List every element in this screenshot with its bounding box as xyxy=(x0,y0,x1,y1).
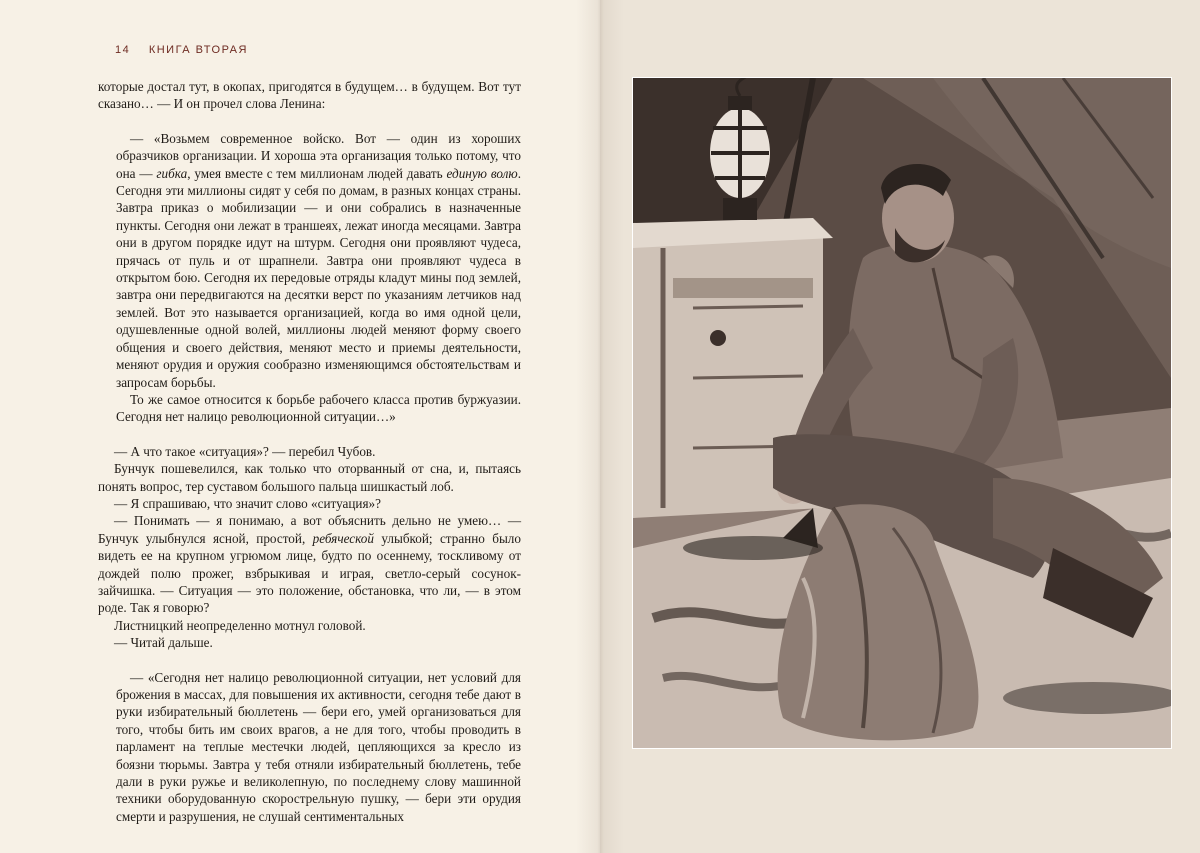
quote-paragraph: — «Сегодня нет налицо революционной ситуации, нет условий для брожения в массах, для повышения их активности, сегодня тебе дают в руки избирательный бюллетень — бери его, умей организоваться для того, чтобы бить им своих врагов, а не для того, чтобы проводить в парламент на теплые местечки людей, цепляющихся за кресло из боязни тюрьмы. Завтра у тебя отняли избирательный бюллетень, тебе дали в руки ружье и великолепную, по последнему слову машинной техники оборудованную скорострельную пушку, — бери эти орудия смерти и разрушения, не слушай сентиментальных xyxy=(116,669,521,824)
running-head xyxy=(115,44,248,56)
emphasis: единую волю xyxy=(446,165,518,181)
book-title: КНИГА ВТОРАЯ xyxy=(148,44,248,56)
emphasis: гибка xyxy=(156,165,188,181)
emphasis: ребяческой xyxy=(312,530,374,546)
quote-paragraph: — «Возьмем современное войско. Вот — один из хороших образчиков организации. И хороша эта организация только потому, что она — гибка, умея вместе с тем миллионам людей давать единую волю. Сегодня эти миллионы сидят у себя по домам, в разных концах страны. Завтра приказ о мобилизации — и они собрались в назначенные пункты. Сегодня они лежат в траншеях, лежат иногда месяцами. Завтра они в другом порядке идут на штурм. Сегодня они проявляют чудеса, прячась от пуль и от шрапнели. Завтра они проявляют чудеса в открытом бою. Сегодня их передовые отряды кладут мины под землей, завтра они передвигаются на десятки верст по указаниям летчиков над землей. Вот это называется организацией, когда во имя одной цели, одушевленные одной волей, миллионы людей меняют форму своего общения и своего действия, меняют место и приемы деятельности, меняют орудия и оружия сообразно изменяющимся обстоятельствам и запросам борьбы. xyxy=(116,130,521,390)
dialogue-line: — Понимать — я понимаю, а вот объяснить дельно не умею… — Бунчук улыбнулся ясной, простой, ребяческой улыбкой; странно было видеть ее на крупном угрюмом лице, будто по осеннему, тоскливому от дождей полю прожег, взбрыкивая и играя, светло-серый сосунок-зайчишка. — Ситуация — это положение, обстановка, что ли, — в этом роде. Так я говорю? xyxy=(98,513,522,616)
body-text xyxy=(98,78,521,825)
page-number: 14 xyxy=(115,44,131,56)
dialogue-line: — Я спрашиваю, что значит слово «ситуация»? xyxy=(114,495,382,511)
quote-paragraph: То же самое относится к борьбе рабочего класса против буржуазии. Сегодня нет налицо революционной ситуации…» xyxy=(116,391,521,425)
paragraph: Листницкий неопределенно мотнул головой. xyxy=(114,617,366,633)
paragraph: Бунчук пошевелился, как только что оторванный от сна, и, пытаясь понять вопрос, тер суставом большого пальца шишкастый лоб. xyxy=(98,461,521,494)
dialogue-line: — Читай дальше. xyxy=(114,635,213,651)
paragraph: которые достал тут, в окопах, пригодятся в будущем… в будущем. Вот тут сказано… — И он прочел слова Ленина: xyxy=(98,79,521,112)
illustration xyxy=(633,78,1171,748)
dialogue-line: — А что такое «ситуация»? — перебил Чубов. xyxy=(114,443,376,459)
